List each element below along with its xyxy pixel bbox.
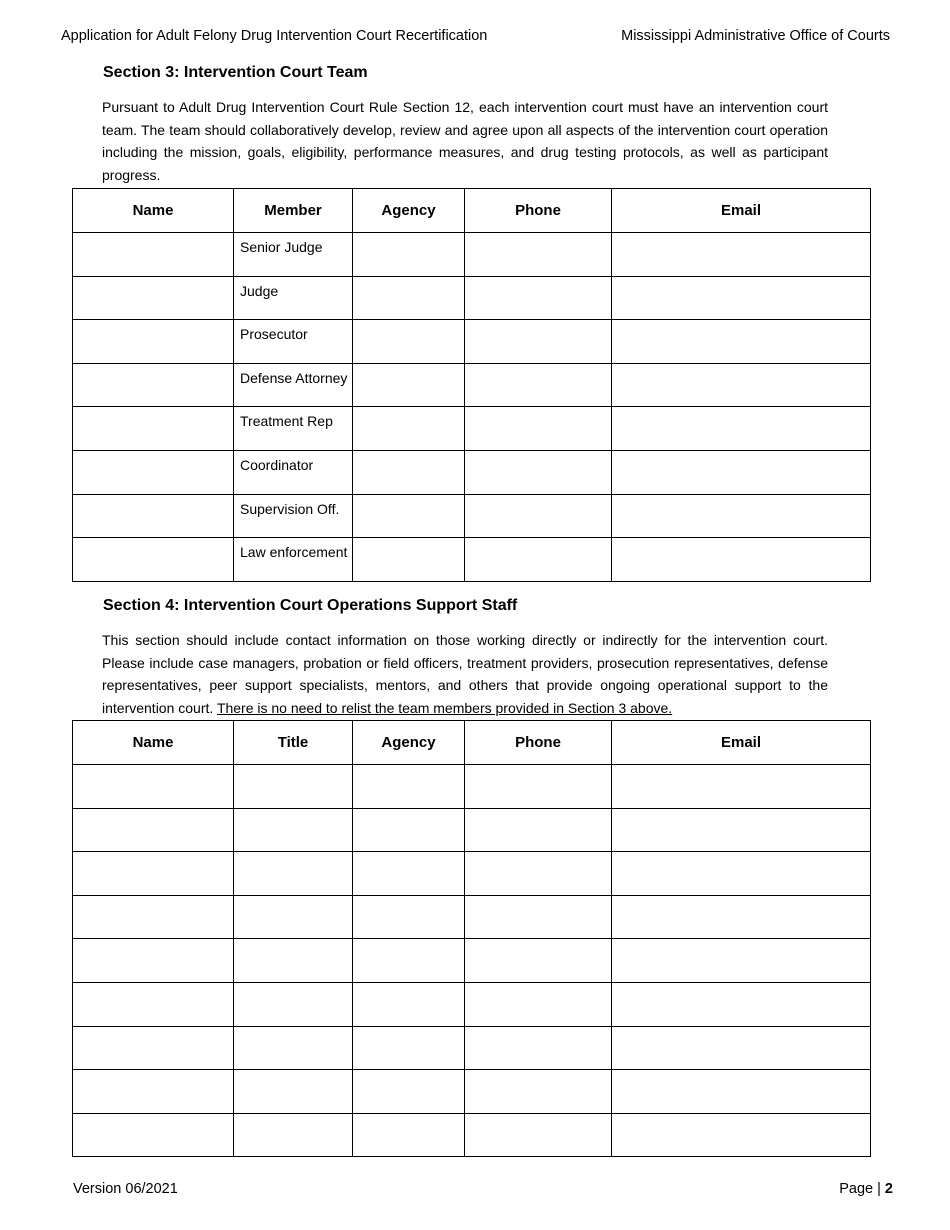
phone-cell[interactable] [465, 1070, 612, 1114]
name-cell[interactable] [73, 765, 234, 809]
email-cell[interactable] [612, 320, 871, 364]
title-cell[interactable] [234, 808, 353, 852]
staff-table-row [73, 765, 871, 809]
name-cell[interactable] [73, 895, 234, 939]
email-cell[interactable] [612, 939, 871, 983]
phone-cell[interactable] [465, 982, 612, 1026]
email-cell[interactable] [612, 407, 871, 451]
col-email-header: Email [612, 721, 871, 765]
member-cell: Senior Judge [234, 233, 353, 277]
title-cell[interactable] [234, 852, 353, 896]
staff-table-row [73, 1070, 871, 1114]
staff-table-row [73, 982, 871, 1026]
col-agency-header: Agency [353, 189, 465, 233]
header-document-title: Application for Adult Felony Drug Intervention Court Recertification [61, 28, 488, 44]
col-agency-header: Agency [353, 721, 465, 765]
staff-table-row [73, 1026, 871, 1070]
name-cell[interactable] [73, 808, 234, 852]
phone-cell[interactable] [465, 808, 612, 852]
name-cell[interactable] [73, 939, 234, 983]
col-email-header: Email [612, 189, 871, 233]
member-cell: Law enforcement [234, 538, 353, 582]
member-cell: Supervision Off. [234, 494, 353, 538]
name-cell[interactable] [73, 538, 234, 582]
agency-cell[interactable] [353, 320, 465, 364]
agency-cell[interactable] [353, 450, 465, 494]
team-table-row [73, 407, 871, 451]
agency-cell[interactable] [353, 765, 465, 809]
col-member-header: Member [234, 189, 353, 233]
agency-cell[interactable] [353, 233, 465, 277]
footer-page-label: Page [839, 1181, 874, 1197]
team-table-header [73, 189, 871, 233]
member-cell: Prosecutor [234, 320, 353, 364]
staff-table-row [73, 852, 871, 896]
title-cell[interactable] [234, 1026, 353, 1070]
email-cell[interactable] [612, 363, 871, 407]
section4-title: Section 4: Intervention Court Operations Support Staff [103, 597, 518, 614]
phone-cell[interactable] [465, 233, 612, 277]
staff-table-row [73, 895, 871, 939]
name-cell[interactable] [73, 494, 234, 538]
agency-cell[interactable] [353, 982, 465, 1026]
title-cell[interactable] [234, 939, 353, 983]
agency-cell[interactable] [353, 895, 465, 939]
phone-cell[interactable] [465, 276, 612, 320]
email-cell[interactable] [612, 1026, 871, 1070]
name-cell[interactable] [73, 1026, 234, 1070]
name-cell[interactable] [73, 1070, 234, 1114]
agency-cell[interactable] [353, 538, 465, 582]
col-phone-header: Phone [465, 721, 612, 765]
staff-table-row [73, 1113, 871, 1157]
title-cell[interactable] [234, 982, 353, 1026]
name-cell[interactable] [73, 233, 234, 277]
footer-page-number: 2 [884, 1181, 893, 1197]
name-cell[interactable] [73, 852, 234, 896]
member-cell: Treatment Rep [234, 407, 353, 451]
team-table-row [73, 363, 871, 407]
name-cell[interactable] [73, 450, 234, 494]
team-table-row [73, 494, 871, 538]
email-cell[interactable] [612, 808, 871, 852]
team-table-row [73, 233, 871, 277]
phone-cell[interactable] [465, 852, 612, 896]
col-phone-header: Phone [465, 189, 612, 233]
member-cell: Defense Attorney [234, 363, 353, 407]
footer-page [839, 1181, 893, 1197]
team-table-row [73, 320, 871, 364]
member-cell: Coordinator [234, 450, 353, 494]
name-cell[interactable] [73, 407, 234, 451]
agency-cell[interactable] [353, 808, 465, 852]
email-cell[interactable] [612, 233, 871, 277]
agency-cell[interactable] [353, 363, 465, 407]
header-organization: Mississippi Administrative Office of Courts [621, 28, 890, 44]
section3-title: Section 3: Intervention Court Team [103, 64, 368, 81]
email-cell[interactable] [612, 895, 871, 939]
phone-cell[interactable] [465, 1113, 612, 1157]
phone-cell[interactable] [465, 450, 612, 494]
phone-cell[interactable] [465, 939, 612, 983]
agency-cell[interactable] [353, 939, 465, 983]
section4-paragraph-note: There is no need to relist the team members provided in Section 3 above. [216, 699, 673, 716]
email-cell[interactable] [612, 494, 871, 538]
staff-table-row [73, 808, 871, 852]
phone-cell[interactable] [465, 320, 612, 364]
name-cell[interactable] [73, 1113, 234, 1157]
title-cell[interactable] [234, 895, 353, 939]
phone-cell[interactable] [465, 1026, 612, 1070]
name-cell[interactable] [73, 276, 234, 320]
team-table-row [73, 538, 871, 582]
agency-cell[interactable] [353, 407, 465, 451]
staff-table-row [73, 939, 871, 983]
email-cell[interactable] [612, 1113, 871, 1157]
col-name-header: Name [73, 721, 234, 765]
title-cell[interactable] [234, 1113, 353, 1157]
email-cell[interactable] [612, 538, 871, 582]
team-table-row [73, 276, 871, 320]
name-cell[interactable] [73, 363, 234, 407]
email-cell[interactable] [612, 276, 871, 320]
member-cell: Judge [234, 276, 353, 320]
email-cell[interactable] [612, 450, 871, 494]
section3-paragraph: Pursuant to Adult Drug Intervention Court Rule Section 12, each intervention court must have an intervention court team. The team should collaboratively develop, review and agree upon all aspects of the intervention court operation including the mission, goals, eligibility, performance measures, and drug testing protocols, as well as participant progress. [102, 99, 828, 183]
email-cell[interactable] [612, 765, 871, 809]
team-table [72, 188, 871, 582]
team-table-row [73, 450, 871, 494]
phone-cell[interactable] [465, 765, 612, 809]
email-cell[interactable] [612, 852, 871, 896]
name-cell[interactable] [73, 982, 234, 1026]
footer-page-separator: | [877, 1181, 881, 1197]
agency-cell[interactable] [353, 276, 465, 320]
email-cell[interactable] [612, 982, 871, 1026]
title-cell[interactable] [234, 1070, 353, 1114]
title-cell[interactable] [234, 765, 353, 809]
email-cell[interactable] [612, 1070, 871, 1114]
phone-cell[interactable] [465, 494, 612, 538]
phone-cell[interactable] [465, 407, 612, 451]
agency-cell[interactable] [353, 494, 465, 538]
staff-table [72, 720, 871, 1157]
agency-cell[interactable] [353, 1113, 465, 1157]
section4-paragraph-text: This section should include contact information on those working directly or indirectly for the intervention court. Please include case managers, probation or field officers, treatment providers, prosecution representatives, defense representatives, peer support specialists, mentors, and others that provide ongoing operational support to the intervention court. [102, 632, 828, 716]
agency-cell[interactable] [353, 1070, 465, 1114]
phone-cell[interactable] [465, 895, 612, 939]
agency-cell[interactable] [353, 1026, 465, 1070]
phone-cell[interactable] [465, 538, 612, 582]
section4-paragraph [102, 629, 828, 719]
footer-version: Version 06/2021 [73, 1181, 178, 1197]
phone-cell[interactable] [465, 363, 612, 407]
agency-cell[interactable] [353, 852, 465, 896]
name-cell[interactable] [73, 320, 234, 364]
col-name-header: Name [73, 189, 234, 233]
staff-table-header [73, 721, 871, 765]
col-title-header: Title [234, 721, 353, 765]
